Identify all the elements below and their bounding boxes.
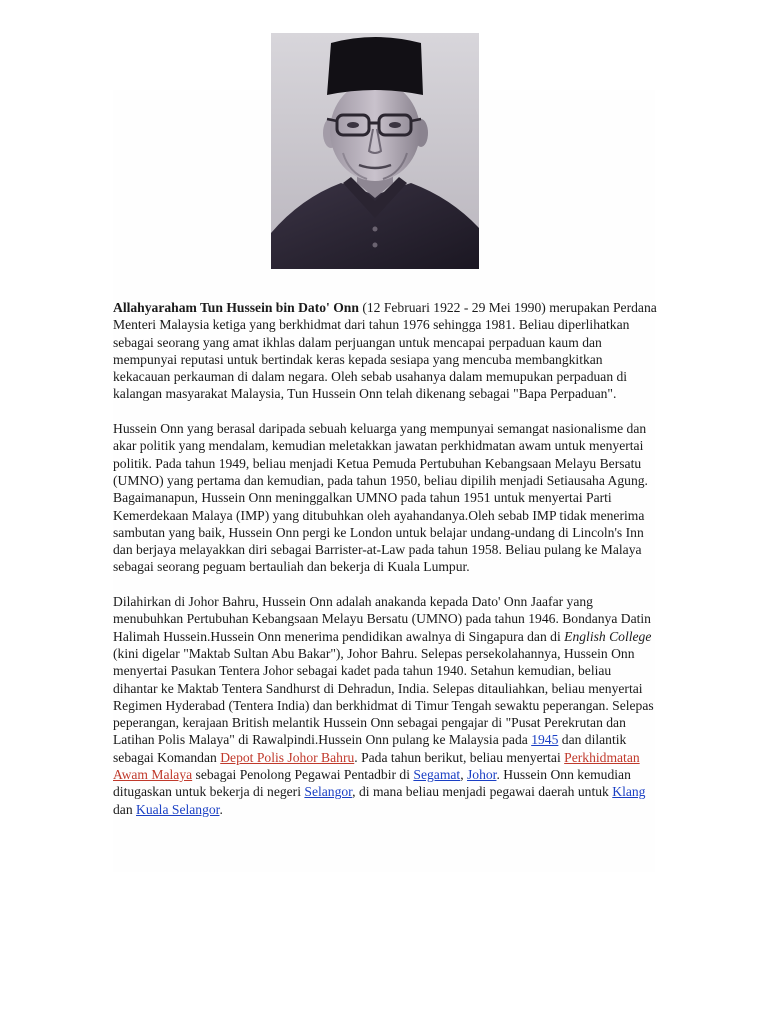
link-segamat[interactable]: Segamat (413, 767, 461, 783)
english-college-text: English College (564, 628, 652, 644)
text-segment: sebagai Penolong Pegawai Pentadbir di (192, 767, 414, 783)
life-dates: (12 Februari 1922 - 29 Mei 1990) (358, 300, 546, 315)
paragraph-politics: Hussein Onn yang berasal daripada sebuah keluarga yang mempunyai semangat nasionalisme dan akar politik yang mendalam, kemudian meletakkan jawatan perkhidmatan awam untuk menyertai politik. Pada tahun 1949, beliau menjadi Ketua Pemuda Pertubuhan Kebangsaan Melayu Bersatu (UMNO) yang pertama dan kemudian, pada tahun 1950, beliau dipilih menjadi Setiausaha Agung. Bagaimanapun, Hussein Onn meninggalkan UMNO pada tahun 1951 untuk menyertai Parti Kemerdekaan Malaya (IMP) yang ditubuhkan oleh ayahandanya.Oleh sebab IMP tidak menerima sambutan yang baik, Hussein Onn pergi ke London untuk belajar undang-undang di Lincoln's Inn dan berjaya melayakkan diri sebagai Barrister-at-Law pada tahun 1958. Beliau pulang ke Malaya sebagai seorang peguam bertauliah dan bekerja di Kuala Lumpur. (113, 421, 648, 575)
text-segment: , (460, 767, 467, 783)
text-segment: . (219, 801, 223, 817)
link-depot-polis-johor-bahru[interactable]: Depot Polis Johor Bahru (220, 749, 355, 765)
portrait-photo (271, 33, 479, 269)
intro-text: merupakan Perdana Menteri Malaysia ketiga yang berkhidmat dari tahun 1976 sehingga 1981. Beliau diperlihatkan sebagai seorang yang amat ikhlas dalam perjuangan untuk mencapai perpaduan kaum dan mempunyai reputasi untuk bertindak keras kepada sesiapa yang mencuba membangkitkan kekacauan perkauman di dalam negara. Oleh sebab usahanya dalam memupukan perpaduan di kalangan masyarakat Malaysia, Tun Hussein Onn telah dikenang sebagai "Bapa Perpaduan". (113, 300, 657, 402)
link-selangor[interactable]: Selangor (304, 784, 353, 800)
link-1945[interactable]: 1945 (531, 732, 559, 748)
link-kuala-selangor[interactable]: Kuala Selangor (136, 801, 220, 817)
text-segment: Dilahirkan di Johor Bahru, Hussein Onn adalah anakanda kepada Dato' Onn Jaafar yang menubuhkan Pertubuhan Kebangsaan Melayu Bersatu (UMNO) pada tahun 1946. Bondanya Datin Halimah Hussein.Hussein Onn menerima pendidikan awalnya di Singapura dan di (113, 594, 651, 644)
text-segment: dan dilantik sebagai Komandan (113, 732, 627, 765)
text-segment: . Hussein Onn kemudian ditugaskan untuk bekerja di negeri (113, 767, 631, 800)
article-body (113, 299, 658, 835)
subject-name: Allahyaraham Tun Hussein bin Dato' Onn (113, 300, 359, 315)
paragraph-early-life (113, 593, 658, 818)
text-segment: , di mana beliau menjadi pegawai daerah untuk (352, 784, 613, 800)
text-segment: . Pada tahun berikut, beliau menyertai (354, 749, 565, 765)
paragraph-intro (113, 299, 658, 403)
link-johor[interactable]: Johor (467, 767, 497, 783)
text-segment: dan (113, 801, 137, 817)
link-perkhidmatan-awam-malaya[interactable]: Perkhidmatan Awam Malaya (113, 749, 640, 783)
link-klang[interactable]: Klang (612, 784, 646, 800)
text-segment: (kini digelar "Maktab Sultan Abu Bakar"), Johor Bahru. Selepas persekolahannya, Hussein Onn menyertai Pasukan Tentera Johor sebagai kadet pada tahun 1940. Setahun kemudian, beliau dihantar ke Maktab Tentera Sandhurst di Dehradun, India. Selepas ditauliahkan, beliau menyertai Regimen Hyderabad (Tentera India) dan berkhidmat di Timur Tengah sewaktu peperangan. Selepas peperangan, kerajaan British melantik Hussein Onn sebagai pengajar di "Pusat Perekrutan dan Latihan Polis Malaya" di Rawalpindi.Hussein Onn pulang ke Malaysia pada (113, 645, 654, 748)
